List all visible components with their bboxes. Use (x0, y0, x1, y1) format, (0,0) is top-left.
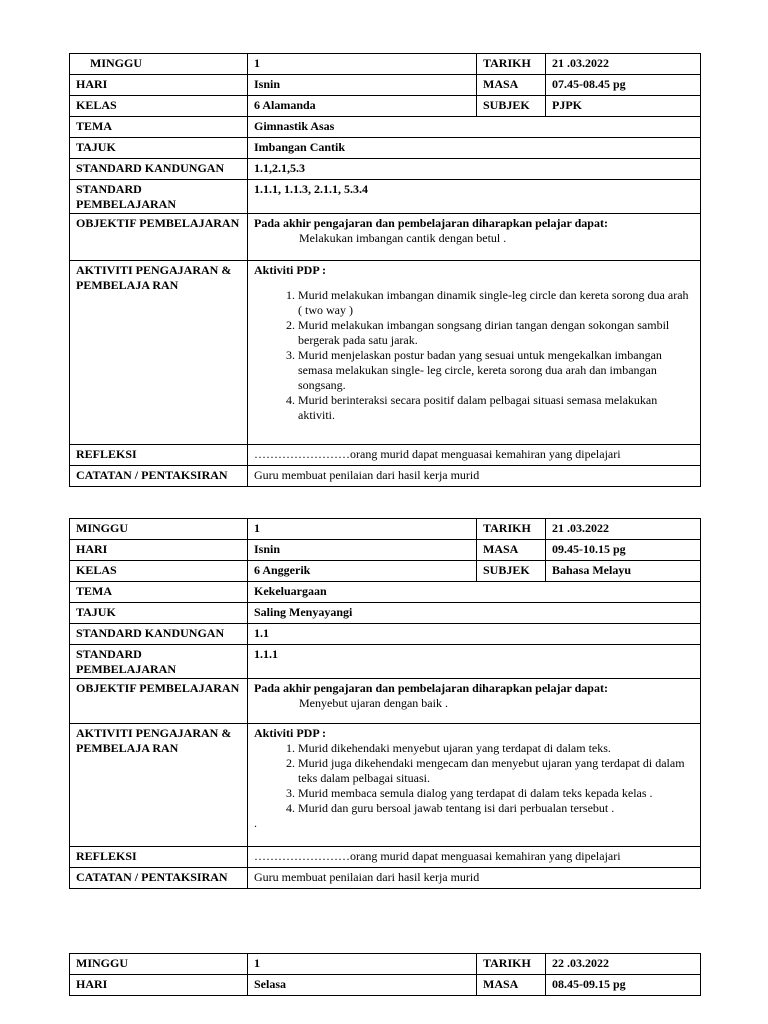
lesson-plan-table-3 (69, 953, 701, 996)
value-kelas: 6 Anggerik (248, 561, 477, 582)
value-standard-pembelajaran: 1.1.1 (248, 645, 701, 679)
objektif-text: Menyebut ujaran dengan baik . (299, 696, 448, 710)
label-subjek: SUBJEK (477, 561, 546, 582)
aktiviti-list (254, 288, 694, 423)
aktiviti-tail: . (254, 816, 257, 830)
objektif-heading: Pada akhir pengajaran dan pembelajaran diharapkan pelajar dapat: (254, 681, 608, 695)
aktiviti-item: 3. Murid menjelaskan postur badan yang sesuai untuk mengekalkan imbangan semasa melakukan single- leg circle, kereta sorong dua arah dan imbangan songsang. (298, 348, 694, 393)
label-tarikh: TARIKH (477, 519, 546, 540)
label-tarikh: TARIKH (477, 54, 546, 75)
label-minggu: MINGGU (70, 519, 248, 540)
value-catatan: Guru membuat penilaian dari hasil kerja murid (248, 868, 701, 889)
value-masa: 08.45-09.15 pg (546, 975, 701, 996)
aktiviti-heading: Aktiviti PDP : (254, 726, 326, 740)
value-standard-pembelajaran: 1.1.1, 1.1.3, 2.1.1, 5.3.4 (248, 180, 701, 214)
lesson-plan-table-2 (69, 518, 701, 889)
value-tarikh: 22 .03.2022 (546, 954, 701, 975)
aktiviti-item: 2. Murid juga dikehendaki mengecam dan menyebut ujaran yang terdapat di dalam teks dalam pelbagai situasi. (298, 756, 694, 786)
label-hari: HARI (70, 975, 248, 996)
value-tarikh: 21 .03.2022 (546, 519, 701, 540)
value-subjek: PJPK (546, 96, 701, 117)
aktiviti-cell (248, 261, 701, 445)
value-minggu: 1 (248, 54, 477, 75)
value-tajuk: Saling Menyayangi (248, 603, 701, 624)
value-tajuk: Imbangan Cantik (248, 138, 701, 159)
label-masa: MASA (477, 975, 546, 996)
value-masa: 07.45-08.45 pg (546, 75, 701, 96)
aktiviti-cell (248, 724, 701, 847)
label-tarikh: TARIKH (477, 954, 546, 975)
label-aktiviti: AKTIVITI PENGAJARAN & PEMBELAJA RAN (70, 724, 248, 847)
label-tema: TEMA (70, 582, 248, 603)
label-kelas: KELAS (70, 96, 248, 117)
label-hari: HARI (70, 75, 248, 96)
aktiviti-item: 4. Murid berinteraksi secara positif dalam pelbagai situasi semasa melakukan aktiviti. (298, 393, 694, 423)
label-hari: HARI (70, 540, 248, 561)
label-tajuk: TAJUK (70, 603, 248, 624)
value-hari: Selasa (248, 975, 477, 996)
label-minggu: MINGGU (70, 954, 248, 975)
value-tema: Kekeluargaan (248, 582, 701, 603)
label-tema: TEMA (70, 117, 248, 138)
value-masa: 09.45-10.15 pg (546, 540, 701, 561)
aktiviti-list (254, 741, 694, 816)
label-minggu: MINGGU (70, 54, 248, 75)
lesson-plan-table-1 (69, 53, 701, 487)
objektif-heading: Pada akhir pengajaran dan pembelajaran diharapkan pelajar dapat: (254, 216, 608, 230)
label-standard-pembelajaran: STANDARD PEMBELAJARAN (70, 180, 248, 214)
aktiviti-heading: Aktiviti PDP : (254, 263, 326, 277)
value-standard-kandungan: 1.1 (248, 624, 701, 645)
value-hari: Isnin (248, 75, 477, 96)
label-catatan: CATATAN / PENTAKSIRAN (70, 868, 248, 889)
value-minggu: 1 (248, 519, 477, 540)
label-standard-kandungan: STANDARD KANDUNGAN (70, 624, 248, 645)
label-subjek: SUBJEK (477, 96, 546, 117)
label-masa: MASA (477, 75, 546, 96)
value-refleksi: ……………………orang murid dapat menguasai kemahiran yang dipelajari (248, 445, 701, 466)
label-standard-kandungan: STANDARD KANDUNGAN (70, 159, 248, 180)
value-hari: Isnin (248, 540, 477, 561)
label-kelas: KELAS (70, 561, 248, 582)
label-tajuk: TAJUK (70, 138, 248, 159)
objektif-cell (248, 679, 701, 724)
aktiviti-item: 4. Murid dan guru bersoal jawab tentang isi dari perbualan tersebut . (298, 801, 694, 816)
aktiviti-item: 2. Murid melakukan imbangan songsang dirian tangan dengan sokongan sambil bergerak pada satu jarak. (298, 318, 694, 348)
aktiviti-item: 3. Murid membaca semula dialog yang terdapat di dalam teks kepada kelas . (298, 786, 694, 801)
aktiviti-item: 1. Murid dikehendaki menyebut ujaran yang terdapat di dalam teks. (298, 741, 694, 756)
value-tema: Gimnastik Asas (248, 117, 701, 138)
label-refleksi: REFLEKSI (70, 847, 248, 868)
label-aktiviti: AKTIVITI PENGAJARAN & PEMBELAJA RAN (70, 261, 248, 445)
label-masa: MASA (477, 540, 546, 561)
label-standard-pembelajaran: STANDARD PEMBELAJARAN (70, 645, 248, 679)
value-subjek: Bahasa Melayu (546, 561, 701, 582)
value-tarikh: 21 .03.2022 (546, 54, 701, 75)
value-catatan: Guru membuat penilaian dari hasil kerja murid (248, 466, 701, 487)
value-minggu: 1 (248, 954, 477, 975)
objektif-text: Melakukan imbangan cantik dengan betul . (299, 231, 507, 245)
value-standard-kandungan: 1.1,2.1,5.3 (248, 159, 701, 180)
label-objektif: OBJEKTIF PEMBELAJARAN (70, 214, 248, 261)
value-kelas: 6 Alamanda (248, 96, 477, 117)
aktiviti-item: 1. Murid melakukan imbangan dinamik single-leg circle dan kereta sorong dua arah ( two way ) (298, 288, 694, 318)
objektif-cell (248, 214, 701, 261)
label-catatan: CATATAN / PENTAKSIRAN (70, 466, 248, 487)
label-objektif: OBJEKTIF PEMBELAJARAN (70, 679, 248, 724)
value-refleksi: ……………………orang murid dapat menguasai kemahiran yang dipelajari (248, 847, 701, 868)
label-refleksi: REFLEKSI (70, 445, 248, 466)
